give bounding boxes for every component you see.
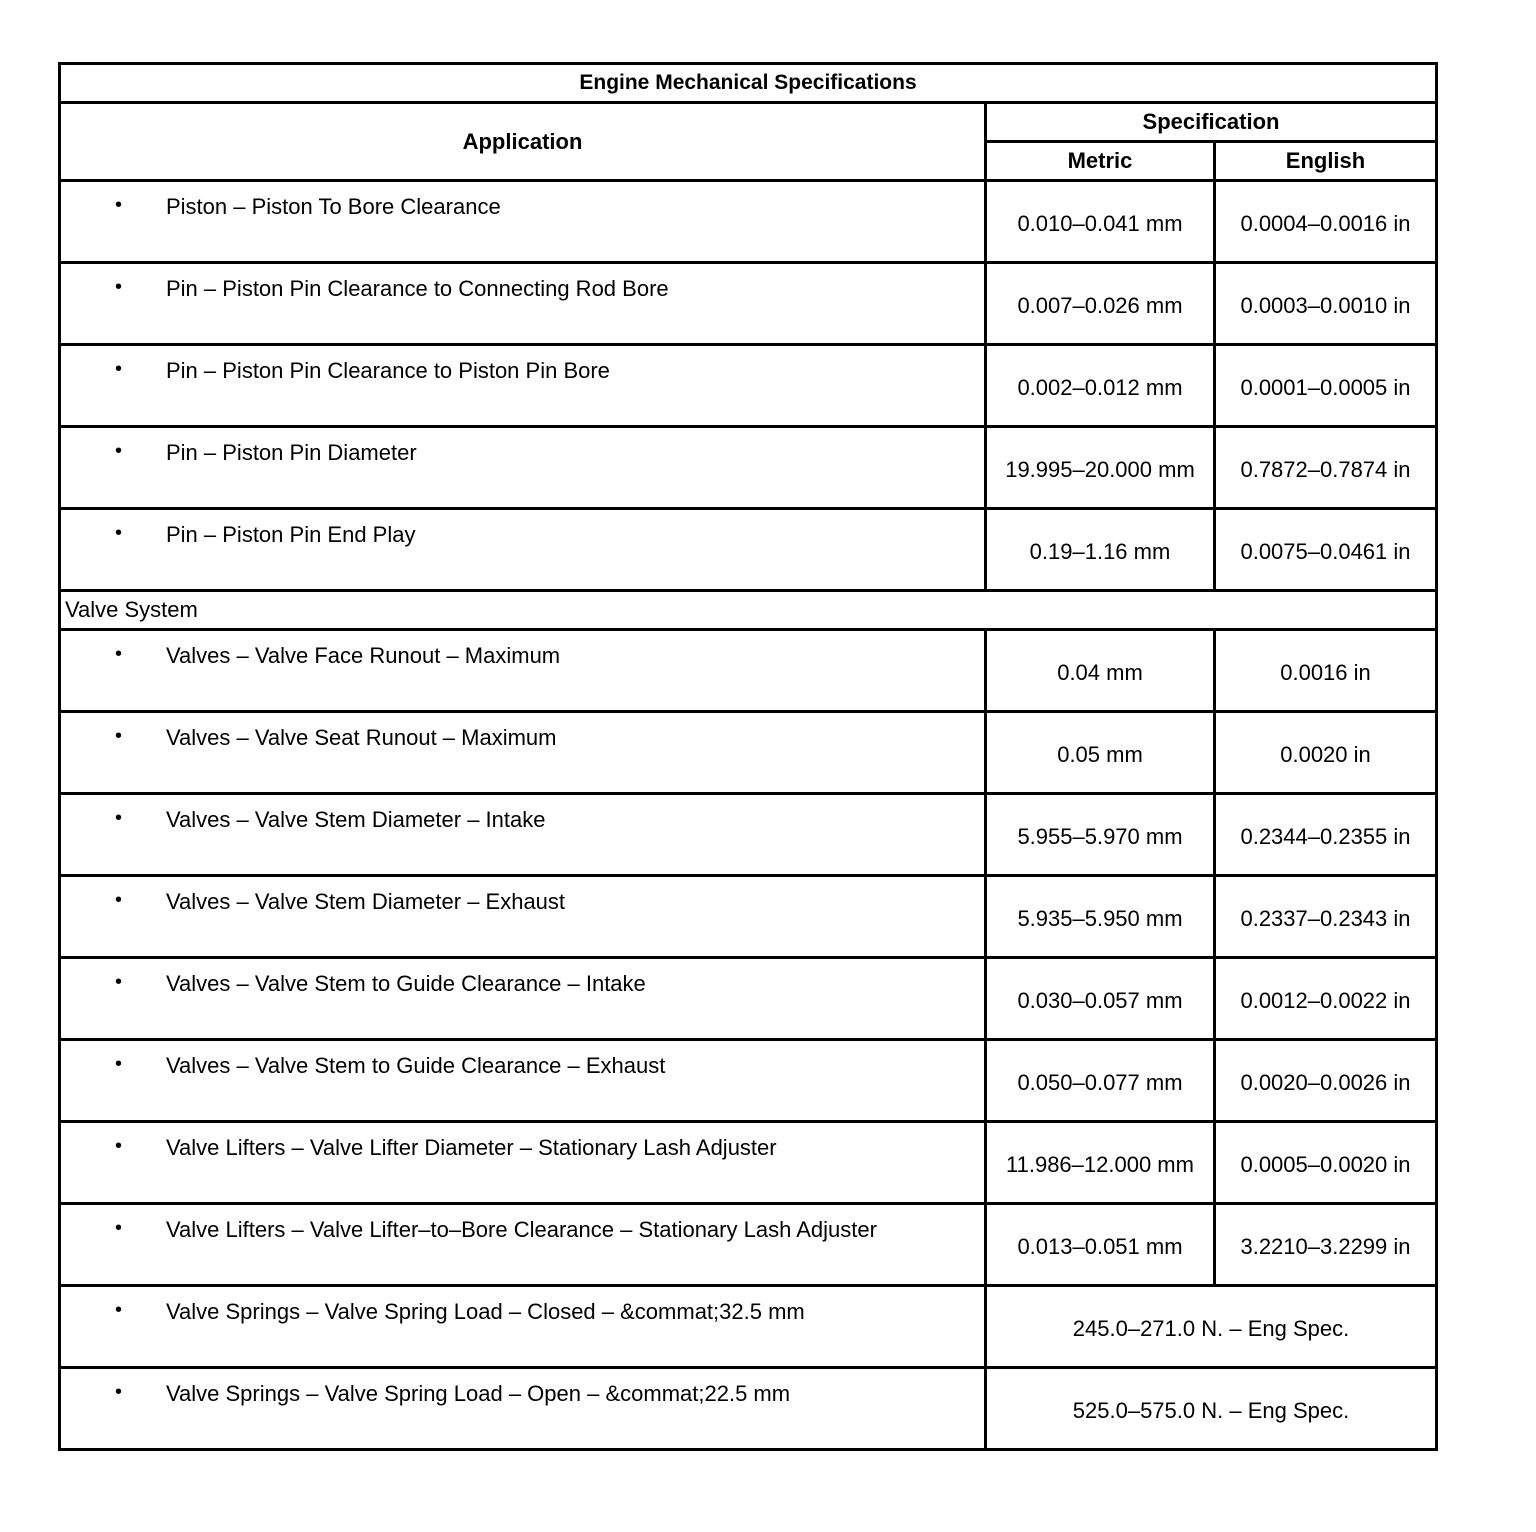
english-value: 0.0001–0.0005 in [1215, 345, 1437, 427]
metric-value: 0.04 mm [986, 630, 1215, 712]
english-value: 0.0016 in [1215, 630, 1437, 712]
bullet-icon: • [115, 807, 123, 829]
application-text: Valves – Valve Stem Diameter – Exhaust [166, 889, 566, 914]
bullet-icon: • [115, 358, 123, 380]
english-value: 0.0020–0.0026 in [1215, 1040, 1437, 1122]
english-value: 0.2337–0.2343 in [1215, 876, 1437, 958]
application-cell [60, 712, 986, 794]
application-text: Valves – Valve Face Runout – Maximum [166, 643, 561, 668]
english-value: 3.2210–3.2299 in [1215, 1204, 1437, 1286]
application-cell [60, 1204, 986, 1286]
metric-value: 0.010–0.041 mm [986, 181, 1215, 263]
english-value: 0.7872–0.7874 in [1215, 427, 1437, 509]
application-text: Pin – Piston Pin Clearance to Piston Pin Bore [166, 358, 610, 383]
section-row [60, 591, 1437, 630]
metric-value: 0.013–0.051 mm [986, 1204, 1215, 1286]
application-cell [60, 1286, 986, 1368]
table-row [60, 263, 1437, 345]
header-english: English [1215, 142, 1437, 181]
bullet-icon: • [115, 725, 123, 747]
header-application: Application [60, 103, 986, 181]
section-label: Valve System [60, 591, 1437, 630]
application-cell [60, 181, 986, 263]
table-row [60, 958, 1437, 1040]
application-text: Valve Lifters – Valve Lifter Diameter – Stationary Lash Adjuster [166, 1135, 777, 1160]
table-row [60, 876, 1437, 958]
application-text: Valves – Valve Stem to Guide Clearance – Intake [166, 971, 646, 996]
table-row [60, 427, 1437, 509]
metric-value: 0.030–0.057 mm [986, 958, 1215, 1040]
application-text: Valve Springs – Valve Spring Load – Closed – &commat;32.5 mm [166, 1299, 805, 1324]
table-title: Engine Mechanical Specifications [60, 64, 1437, 103]
metric-value: 0.19–1.16 mm [986, 509, 1215, 591]
table-row [60, 181, 1437, 263]
bullet-icon: • [115, 1135, 123, 1157]
application-text: Pin – Piston Pin Clearance to Connecting Rod Bore [166, 276, 669, 301]
application-cell [60, 1122, 986, 1204]
table-row [60, 630, 1437, 712]
english-value: 0.0020 in [1215, 712, 1437, 794]
metric-value: 0.007–0.026 mm [986, 263, 1215, 345]
table-row [60, 1040, 1437, 1122]
application-cell [60, 509, 986, 591]
metric-value: 5.935–5.950 mm [986, 876, 1215, 958]
table-row [60, 1204, 1437, 1286]
application-text: Valve Lifters – Valve Lifter–to–Bore Clearance – Stationary Lash Adjuster [166, 1217, 877, 1242]
bullet-icon: • [115, 643, 123, 665]
bullet-icon: • [115, 889, 123, 911]
application-cell [60, 345, 986, 427]
combined-spec-value: 245.0–271.0 N. – Eng Spec. [986, 1286, 1437, 1368]
bullet-icon: • [115, 522, 123, 544]
bullet-icon: • [115, 1381, 123, 1403]
metric-value: 11.986–12.000 mm [986, 1122, 1215, 1204]
application-text: Valves – Valve Seat Runout – Maximum [166, 725, 557, 750]
metric-value: 0.05 mm [986, 712, 1215, 794]
header-metric: Metric [986, 142, 1215, 181]
application-text: Valve Springs – Valve Spring Load – Open – &commat;22.5 mm [166, 1381, 791, 1406]
application-cell [60, 630, 986, 712]
table-row [60, 1286, 1437, 1368]
bullet-icon: • [115, 276, 123, 298]
application-cell [60, 794, 986, 876]
application-cell [60, 427, 986, 509]
bullet-icon: • [115, 971, 123, 993]
table-row [60, 345, 1437, 427]
bullet-icon: • [115, 440, 123, 462]
application-cell [60, 958, 986, 1040]
application-cell [60, 876, 986, 958]
metric-value: 0.050–0.077 mm [986, 1040, 1215, 1122]
english-value: 0.2344–0.2355 in [1215, 794, 1437, 876]
table-row [60, 712, 1437, 794]
application-cell [60, 1040, 986, 1122]
bullet-icon: • [115, 1053, 123, 1075]
table-row [60, 1368, 1437, 1450]
metric-value: 19.995–20.000 mm [986, 427, 1215, 509]
english-value: 0.0075–0.0461 in [1215, 509, 1437, 591]
application-cell [60, 1368, 986, 1450]
combined-spec-value: 525.0–575.0 N. – Eng Spec. [986, 1368, 1437, 1450]
application-text: Pin – Piston Pin Diameter [166, 440, 417, 465]
table-row [60, 509, 1437, 591]
header-specification: Specification [986, 103, 1437, 142]
english-value: 0.0005–0.0020 in [1215, 1122, 1437, 1204]
application-text: Pin – Piston Pin End Play [166, 522, 416, 547]
table-row [60, 1122, 1437, 1204]
english-value: 0.0004–0.0016 in [1215, 181, 1437, 263]
engine-spec-table [58, 62, 1438, 1451]
bullet-icon: • [115, 1217, 123, 1239]
application-text: Piston – Piston To Bore Clearance [166, 194, 501, 219]
english-value: 0.0012–0.0022 in [1215, 958, 1437, 1040]
bullet-icon: • [115, 1299, 123, 1321]
table-row [60, 794, 1437, 876]
application-cell [60, 263, 986, 345]
application-text: Valves – Valve Stem to Guide Clearance – Exhaust [166, 1053, 666, 1078]
application-text: Valves – Valve Stem Diameter – Intake [166, 807, 546, 832]
bullet-icon: • [115, 194, 123, 216]
metric-value: 5.955–5.970 mm [986, 794, 1215, 876]
english-value: 0.0003–0.0010 in [1215, 263, 1437, 345]
metric-value: 0.002–0.012 mm [986, 345, 1215, 427]
